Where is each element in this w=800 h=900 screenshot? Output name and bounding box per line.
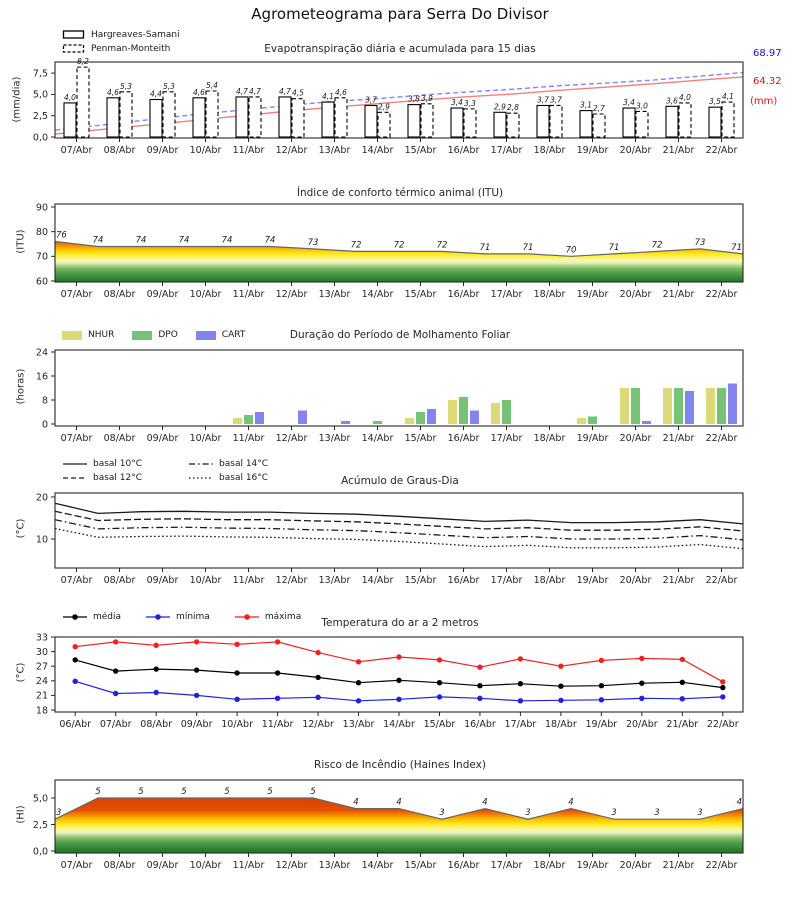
svg-text:10/Abr: 10/Abr [221, 719, 253, 730]
svg-text:17/Abr: 17/Abr [490, 289, 523, 300]
svg-text:14/Abr: 14/Abr [361, 575, 394, 586]
svg-text:20/Abr: 20/Abr [619, 433, 652, 444]
svg-text:4: 4 [568, 797, 574, 808]
et-ylabel: (mm/dia) [11, 76, 23, 123]
svg-text:5: 5 [138, 787, 144, 797]
svg-text:74: 74 [92, 235, 104, 246]
svg-text:76: 76 [56, 230, 67, 241]
svg-text:74: 74 [221, 235, 233, 246]
svg-text:11/Abr: 11/Abr [261, 719, 294, 730]
svg-text:4,7: 4,7 [249, 86, 261, 96]
svg-text:13/Abr: 13/Abr [318, 145, 351, 156]
svg-text:07/Abr: 07/Abr [60, 433, 93, 444]
svg-text:15/Abr: 15/Abr [404, 145, 437, 156]
svg-text:5,0: 5,0 [32, 793, 48, 805]
svg-text:4: 4 [736, 797, 742, 808]
svg-text:3: 3 [611, 808, 617, 819]
svg-text:22/Abr: 22/Abr [705, 145, 738, 156]
svg-text:10/Abr: 10/Abr [189, 433, 222, 444]
svg-text:5: 5 [95, 787, 101, 797]
svg-text:16/Abr: 16/Abr [447, 289, 480, 300]
svg-text:72: 72 [350, 240, 362, 251]
svg-text:73: 73 [694, 237, 706, 248]
svg-text:22/Abr: 22/Abr [706, 719, 739, 730]
svg-text:71: 71 [608, 242, 620, 253]
svg-text:20/Abr: 20/Abr [619, 860, 652, 871]
svg-text:18/Abr: 18/Abr [533, 860, 566, 871]
svg-text:19/Abr: 19/Abr [576, 860, 609, 871]
svg-text:5,0: 5,0 [32, 89, 48, 101]
svg-text:4: 4 [482, 797, 488, 808]
svg-text:09/Abr: 09/Abr [146, 433, 179, 444]
svg-text:15/Abr: 15/Abr [404, 433, 437, 444]
svg-text:11/Abr: 11/Abr [232, 289, 265, 300]
dpo-title: Duração do Período de Molhamento Foliar [289, 329, 511, 341]
svg-text:3,8: 3,8 [408, 94, 420, 104]
svg-text:17/Abr: 17/Abr [504, 719, 537, 730]
svg-text:3,7: 3,7 [550, 95, 562, 105]
svg-text:4: 4 [396, 797, 402, 808]
svg-text:21/Abr: 21/Abr [666, 719, 699, 730]
svg-text:13/Abr: 13/Abr [318, 433, 351, 444]
svg-text:27: 27 [35, 661, 48, 673]
svg-text:3,7: 3,7 [537, 95, 549, 105]
svg-text:22/Abr: 22/Abr [705, 575, 738, 586]
svg-text:0: 0 [41, 419, 48, 431]
gd-legend-label-b10: basal 10°C [93, 459, 143, 469]
svg-text:11/Abr: 11/Abr [232, 145, 265, 156]
svg-text:18: 18 [35, 705, 48, 717]
svg-text:19/Abr: 19/Abr [576, 433, 609, 444]
svg-text:2,9: 2,9 [378, 102, 390, 112]
svg-text:90: 90 [35, 202, 48, 214]
svg-text:17/Abr: 17/Abr [490, 575, 523, 586]
svg-text:10: 10 [35, 534, 48, 546]
svg-text:3: 3 [439, 808, 445, 819]
temp-legend-label-minima: mínima [176, 612, 210, 622]
svg-text:22/Abr: 22/Abr [705, 860, 738, 871]
dpo-bars [233, 384, 737, 425]
svg-text:4,6: 4,6 [335, 87, 347, 97]
svg-text:12/Abr: 12/Abr [275, 289, 308, 300]
hai-ylabel: (HI) [15, 805, 27, 824]
svg-text:73: 73 [307, 237, 319, 248]
temp-series-0 [75, 660, 723, 688]
page-title: Agrometeograma para Serra Do Divisor [251, 5, 549, 23]
svg-text:8,2: 8,2 [77, 57, 89, 67]
svg-text:16/Abr: 16/Abr [447, 145, 480, 156]
svg-text:7,5: 7,5 [32, 68, 48, 80]
temp-legend-label-media: média [93, 612, 122, 622]
svg-text:16/Abr: 16/Abr [447, 433, 480, 444]
et-legend-label-hs: Hargreaves-Samani [91, 29, 180, 40]
svg-text:72: 72 [393, 240, 405, 251]
svg-text:17/Abr: 17/Abr [490, 433, 523, 444]
svg-text:21: 21 [35, 690, 48, 702]
svg-text:18/Abr: 18/Abr [533, 433, 566, 444]
svg-text:09/Abr: 09/Abr [146, 575, 179, 586]
svg-text:21/Abr: 21/Abr [662, 289, 695, 300]
svg-text:07/Abr: 07/Abr [99, 719, 132, 730]
svg-text:80: 80 [35, 226, 48, 238]
svg-text:20: 20 [35, 492, 48, 504]
svg-text:30: 30 [35, 646, 48, 658]
temp-ylabel: (°C) [15, 662, 27, 683]
svg-text:07/Abr: 07/Abr [60, 145, 93, 156]
svg-text:10/Abr: 10/Abr [189, 575, 222, 586]
svg-text:71: 71 [522, 242, 534, 253]
svg-text:06/Abr: 06/Abr [59, 719, 92, 730]
svg-text:13/Abr: 13/Abr [342, 719, 375, 730]
svg-text:09/Abr: 09/Abr [180, 719, 213, 730]
svg-text:09/Abr: 09/Abr [146, 145, 179, 156]
svg-text:18/Abr: 18/Abr [533, 145, 566, 156]
svg-text:11/Abr: 11/Abr [232, 575, 265, 586]
svg-text:08/Abr: 08/Abr [103, 145, 136, 156]
svg-text:5: 5 [310, 787, 316, 797]
svg-text:70: 70 [565, 245, 577, 256]
svg-text:10/Abr: 10/Abr [189, 289, 222, 300]
svg-text:74: 74 [135, 235, 147, 246]
svg-text:18/Abr: 18/Abr [545, 719, 577, 730]
svg-text:4,5: 4,5 [292, 88, 304, 98]
svg-text:5: 5 [267, 787, 273, 797]
svg-text:4,0: 4,0 [64, 92, 76, 102]
svg-text:4,4: 4,4 [150, 89, 162, 99]
svg-text:20/Abr: 20/Abr [619, 575, 652, 586]
svg-text:2,7: 2,7 [593, 103, 605, 113]
et-title: Evapotranspiração diária e acumulada para 15 dias [264, 43, 536, 55]
svg-text:3: 3 [525, 808, 531, 819]
svg-text:19/Abr: 19/Abr [585, 719, 618, 730]
svg-text:5,4: 5,4 [206, 80, 218, 90]
svg-text:4,6: 4,6 [193, 87, 205, 97]
svg-text:10/Abr: 10/Abr [189, 860, 222, 871]
svg-text:17/Abr: 17/Abr [490, 145, 523, 156]
dpo-legend-label-nhur: NHUR [88, 330, 115, 340]
svg-text:18/Abr: 18/Abr [533, 289, 566, 300]
svg-text:16/Abr: 16/Abr [447, 860, 480, 871]
svg-text:5,3: 5,3 [120, 81, 132, 91]
svg-text:74: 74 [264, 235, 276, 246]
svg-text:08/Abr: 08/Abr [103, 433, 136, 444]
hai-title: Risco de Incêndio (Haines Index) [314, 759, 486, 771]
svg-text:22/Abr: 22/Abr [705, 289, 738, 300]
svg-text:33: 33 [35, 632, 48, 644]
svg-text:17/Abr: 17/Abr [490, 860, 523, 871]
svg-text:14/Abr: 14/Abr [361, 860, 394, 871]
svg-text:3,9: 3,9 [421, 93, 433, 103]
gd-title: Acúmulo de Graus-Dia [341, 475, 459, 487]
svg-text:13/Abr: 13/Abr [318, 860, 351, 871]
svg-text:3,6: 3,6 [666, 96, 678, 106]
gd-legend-label-b14: basal 14°C [219, 459, 269, 469]
svg-text:8: 8 [41, 395, 48, 407]
svg-text:3: 3 [654, 808, 660, 819]
svg-text:07/Abr: 07/Abr [60, 860, 93, 871]
gd-series-0 [55, 503, 743, 524]
svg-text:15/Abr: 15/Abr [404, 860, 437, 871]
svg-text:4,7: 4,7 [236, 86, 248, 96]
dpo-legend-label-cart: CART [221, 330, 246, 340]
svg-text:16: 16 [35, 371, 48, 383]
svg-text:4,0: 4,0 [679, 92, 691, 102]
svg-text:15/Abr: 15/Abr [404, 575, 437, 586]
hai-area [55, 787, 743, 853]
svg-text:3: 3 [56, 808, 62, 819]
svg-text:09/Abr: 09/Abr [146, 289, 179, 300]
svg-text:14/Abr: 14/Abr [361, 145, 394, 156]
dpo-ylabel: (horas) [15, 368, 27, 405]
et-chart [55, 57, 743, 137]
gd-lines [55, 503, 743, 548]
svg-text:20/Abr: 20/Abr [619, 289, 652, 300]
svg-text:15/Abr: 15/Abr [423, 719, 456, 730]
gd-axes [36, 492, 743, 586]
svg-text:08/Abr: 08/Abr [103, 860, 136, 871]
svg-text:3: 3 [697, 808, 703, 819]
svg-text:18/Abr: 18/Abr [533, 575, 566, 586]
svg-text:19/Abr: 19/Abr [576, 145, 609, 156]
svg-text:72: 72 [436, 240, 448, 251]
svg-text:3,7: 3,7 [365, 95, 377, 105]
svg-text:21/Abr: 21/Abr [662, 433, 695, 444]
svg-text:72: 72 [651, 240, 663, 251]
gd-ylabel: (°C) [15, 518, 27, 539]
itu-title: Índice de conforto térmico animal (ITU) [296, 187, 504, 199]
dpo-legend-label-dpo: DPO [158, 330, 178, 340]
svg-text:20/Abr: 20/Abr [625, 719, 658, 730]
svg-text:3,1: 3,1 [580, 100, 592, 110]
svg-text:4,1: 4,1 [322, 92, 334, 102]
svg-text:10/Abr: 10/Abr [189, 145, 222, 156]
svg-text:09/Abr: 09/Abr [146, 860, 179, 871]
svg-text:20/Abr: 20/Abr [619, 145, 652, 156]
svg-text:0,0: 0,0 [32, 846, 48, 858]
svg-text:2,8: 2,8 [507, 103, 519, 113]
cumulative-unit-label: (mm) [750, 96, 778, 107]
pm-total-value: 68.97 [753, 48, 782, 59]
svg-text:08/Abr: 08/Abr [140, 719, 173, 730]
svg-text:4,1: 4,1 [722, 92, 734, 102]
svg-text:71: 71 [479, 242, 491, 253]
temp-legend-label-maxima: máxima [264, 612, 302, 622]
svg-text:11/Abr: 11/Abr [232, 860, 265, 871]
svg-text:3,4: 3,4 [451, 98, 463, 108]
hs-total-value: 64.32 [753, 76, 782, 87]
svg-text:4,7: 4,7 [279, 86, 291, 96]
svg-text:24: 24 [35, 676, 48, 688]
svg-text:71: 71 [731, 242, 742, 253]
temp-title: Temperatura do ar a 2 metros [321, 617, 479, 629]
svg-text:12/Abr: 12/Abr [275, 860, 308, 871]
svg-text:21/Abr: 21/Abr [662, 575, 695, 586]
svg-text:15/Abr: 15/Abr [404, 289, 437, 300]
svg-text:24: 24 [35, 347, 48, 359]
svg-text:0,0: 0,0 [32, 132, 48, 144]
svg-text:2,9: 2,9 [494, 102, 506, 112]
svg-text:5: 5 [181, 787, 187, 797]
svg-text:11/Abr: 11/Abr [232, 433, 265, 444]
svg-text:16/Abr: 16/Abr [447, 575, 480, 586]
svg-text:2,5: 2,5 [32, 819, 48, 831]
svg-text:3,4: 3,4 [623, 98, 635, 108]
svg-text:4,6: 4,6 [107, 87, 119, 97]
svg-text:12/Abr: 12/Abr [275, 145, 308, 156]
temp-series-2 [75, 642, 723, 682]
svg-text:3,5: 3,5 [709, 97, 721, 107]
svg-text:3,0: 3,0 [636, 101, 648, 111]
itu-area [55, 231, 743, 282]
svg-text:19/Abr: 19/Abr [576, 575, 609, 586]
itu-ylabel: (ITU) [15, 229, 27, 254]
svg-text:13/Abr: 13/Abr [318, 575, 351, 586]
svg-text:22/Abr: 22/Abr [705, 433, 738, 444]
svg-text:21/Abr: 21/Abr [662, 145, 695, 156]
svg-text:12/Abr: 12/Abr [275, 575, 308, 586]
svg-text:4: 4 [353, 797, 359, 808]
svg-text:60: 60 [35, 276, 48, 288]
gd-legend-label-b12: basal 12°C [93, 473, 143, 483]
svg-text:70: 70 [35, 251, 48, 263]
temp-lines [73, 639, 726, 703]
svg-text:08/Abr: 08/Abr [103, 289, 136, 300]
svg-text:12/Abr: 12/Abr [275, 433, 308, 444]
svg-text:14/Abr: 14/Abr [383, 719, 415, 730]
svg-text:19/Abr: 19/Abr [576, 289, 609, 300]
svg-text:07/Abr: 07/Abr [60, 289, 93, 300]
et-legend-label-pm: Penman-Monteith [91, 43, 171, 54]
svg-text:74: 74 [178, 235, 190, 246]
svg-text:13/Abr: 13/Abr [318, 289, 351, 300]
svg-text:14/Abr: 14/Abr [361, 289, 394, 300]
svg-text:12/Abr: 12/Abr [302, 719, 334, 730]
svg-text:08/Abr: 08/Abr [103, 575, 136, 586]
svg-text:21/Abr: 21/Abr [662, 860, 695, 871]
svg-text:5: 5 [224, 787, 230, 797]
svg-text:14/Abr: 14/Abr [361, 433, 394, 444]
svg-text:5,3: 5,3 [163, 81, 175, 91]
svg-text:2,5: 2,5 [32, 111, 48, 122]
gd-legend-label-b16: basal 16°C [219, 473, 269, 483]
svg-text:16/Abr: 16/Abr [464, 719, 496, 730]
svg-text:3,3: 3,3 [464, 98, 476, 108]
svg-text:07/Abr: 07/Abr [60, 575, 93, 586]
